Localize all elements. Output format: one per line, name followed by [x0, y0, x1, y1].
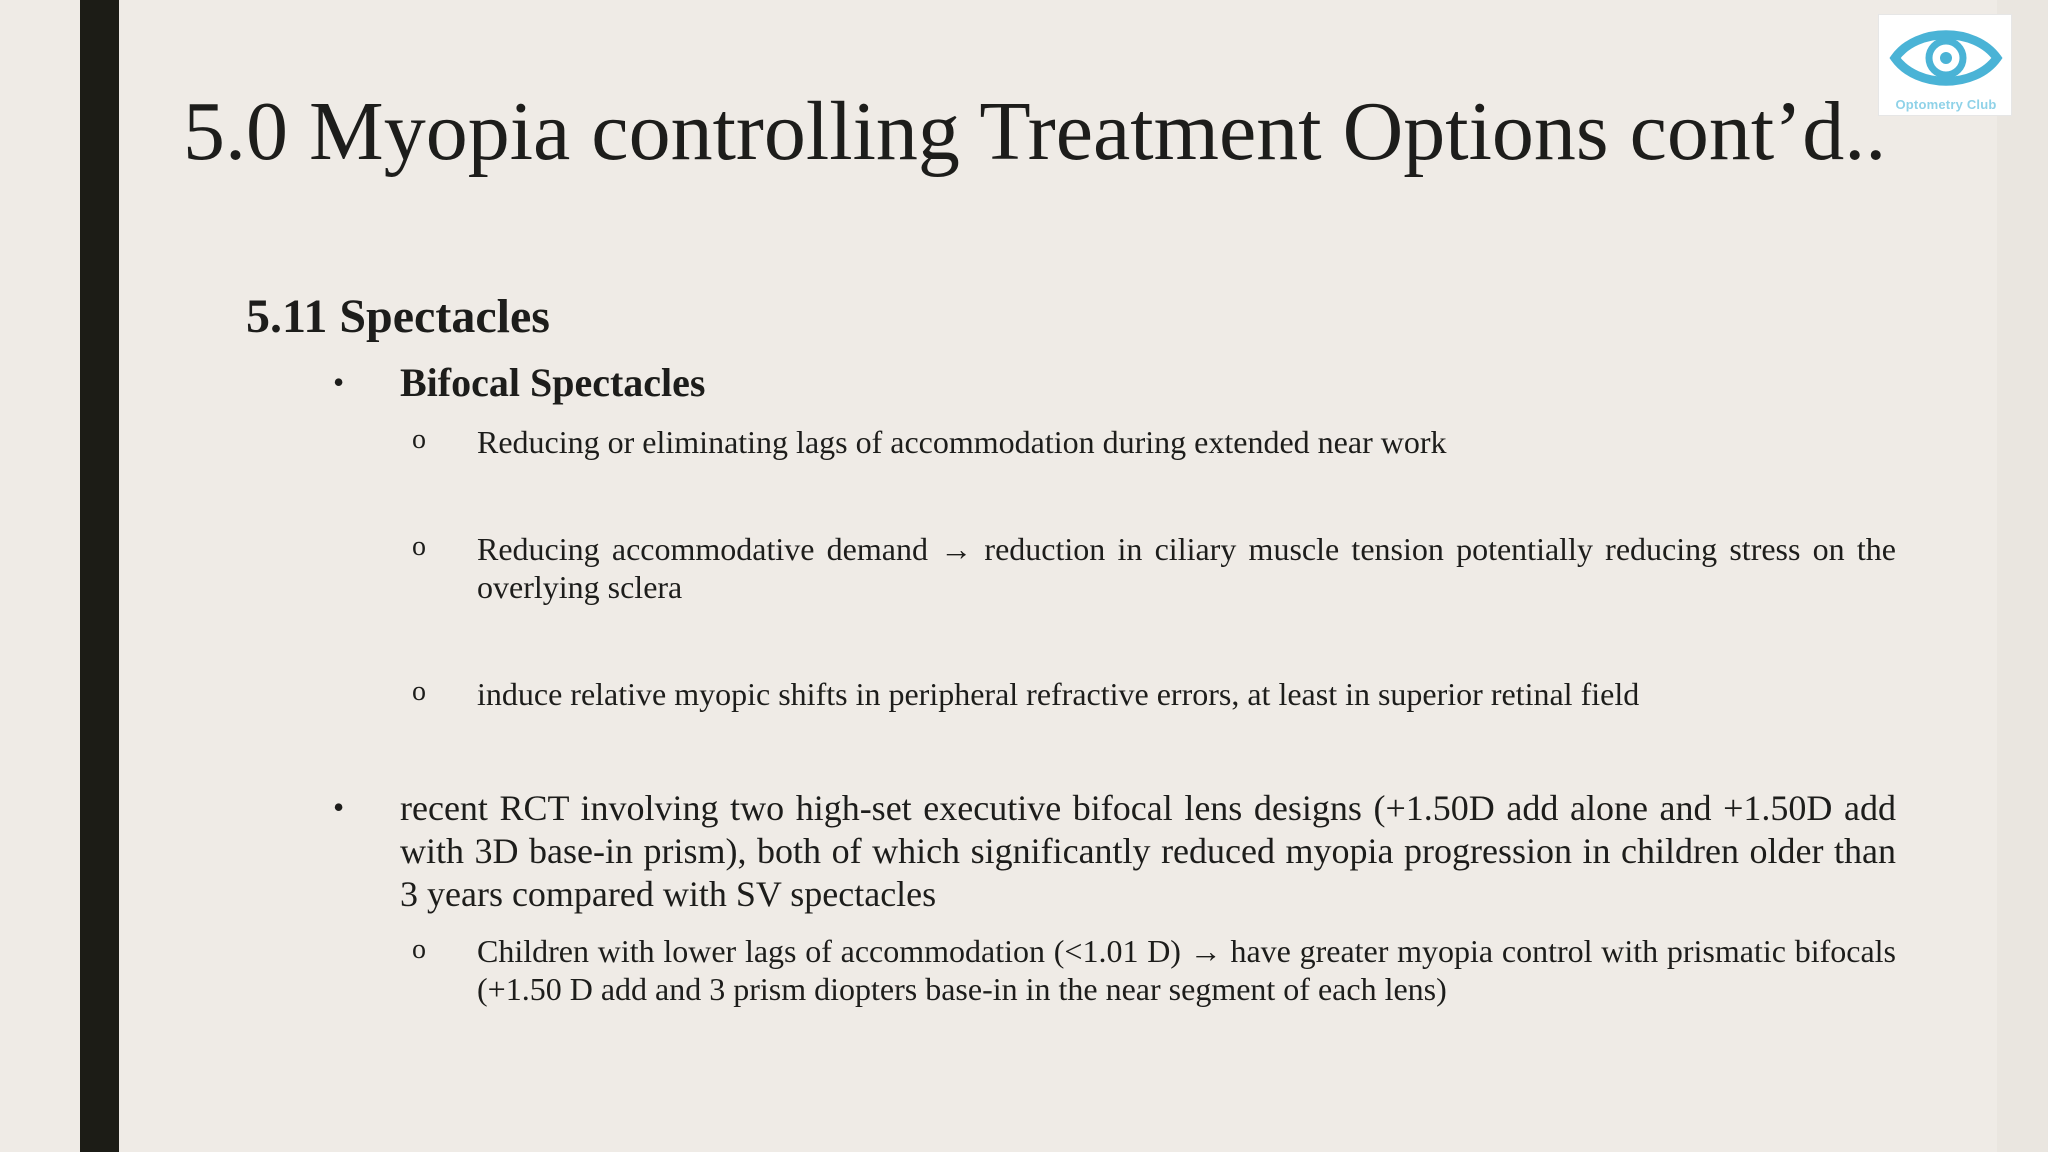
- logo-text: Optometry Club: [1895, 97, 1997, 112]
- right-edge-band: [1997, 0, 2048, 1152]
- sub-bullet-marker: o: [412, 424, 426, 455]
- slide-title: 5.0 Myopia controlling Treatment Options cont’d..: [183, 85, 1887, 178]
- sub-bullet-marker: o: [412, 531, 426, 562]
- eye-icon: [1889, 23, 2003, 93]
- bullet-bifocal-spectacles: Bifocal Spectacles: [400, 360, 706, 405]
- sub-bullet-marker: o: [412, 934, 426, 965]
- sub-bullet-prismatic-bifocals: Children with lower lags of accommodation (<1.01 D) → have greater myopia control with prismatic bifocals (+1.50 D add and 3 prism diopters base-in in the near segment of each lens): [477, 933, 1896, 1007]
- sub-bullet-marker: o: [412, 676, 426, 707]
- optometry-club-logo: [1878, 14, 2012, 116]
- bullet-marker: •: [333, 789, 345, 825]
- left-accent-bar: [80, 0, 119, 1152]
- bullet-marker: •: [333, 364, 345, 400]
- bullet-rct-bifocal: recent RCT involving two high-set executive bifocal lens designs (+1.50D add alone and +1.50D add with 3D base-in prism), both of which significantly reduced myopia progression in children older than 3 years compared with SV spectacles: [400, 788, 1896, 914]
- section-heading: 5.11 Spectacles: [246, 290, 550, 343]
- sub-bullet-myopic-shifts: induce relative myopic shifts in peripheral refractive errors, at least in superior retinal field: [477, 676, 1640, 712]
- sub-bullet-lags-accommodation: Reducing or eliminating lags of accommodation during extended near work: [477, 424, 1447, 460]
- sub-bullet-accommodative-demand: Reducing accommodative demand → reduction in ciliary muscle tension potentially reducing stress on the overlying sclera: [477, 531, 1896, 605]
